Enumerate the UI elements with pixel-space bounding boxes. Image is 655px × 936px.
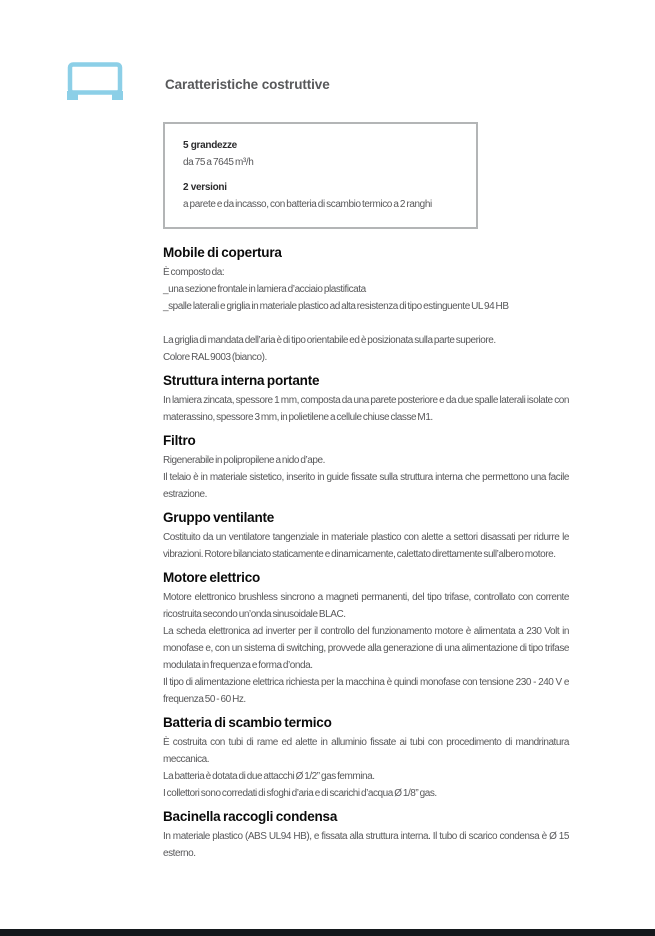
section-heading: Motore elettrico xyxy=(163,570,261,585)
body-line: Rigenerabile in polipropilene a nido d’ape. xyxy=(163,455,325,466)
footer-rule-bar xyxy=(0,929,655,936)
section-heading: Bacinella raccogli condensa xyxy=(163,809,338,824)
body-line: La griglia di mandata dell’aria è di tipo orientabile ed è posizionata sulla parte superiore. xyxy=(163,335,496,346)
section-heading: Batteria di scambio termico xyxy=(163,715,332,730)
body-line: I collettori sono corredati di sfoghi d’aria e di scarichi d’acqua Ø 1/8” gas. xyxy=(163,788,437,799)
section-bacinella-raccogli-condensa xyxy=(163,810,569,862)
section-mobile-di-copertura xyxy=(163,246,569,366)
body-line: _spalle laterali e griglia in materiale plastico ad alta resistenza di tipo estinguente UL 94 HB xyxy=(163,301,509,312)
console-unit-icon xyxy=(66,62,124,104)
section-struttura-interna-portante xyxy=(163,374,569,426)
section-filtro xyxy=(163,434,569,503)
body-paragraph: Il telaio è in materiale sistetico, inserito in guide fissate sulla struttura interna che permettono una facile estrazione. xyxy=(163,472,569,500)
section-batteria-di-scambio-termico xyxy=(163,716,569,802)
page-title: Caratteristiche costruttive xyxy=(165,77,330,92)
intro-item xyxy=(183,179,458,213)
body-line: È composto da: xyxy=(163,267,225,278)
section-heading: Gruppo ventilante xyxy=(163,510,275,525)
page-content xyxy=(163,246,569,862)
body-line: _una sezione frontale in lamiera d’acciaio plastificata xyxy=(163,284,366,295)
section-heading: Filtro xyxy=(163,433,196,448)
body-paragraph: È costruita con tubi di rame ed alette in alluminio fissate ai tubi con procedimento di mandrinatura meccanica. xyxy=(163,737,569,765)
intro-item xyxy=(183,137,458,171)
body-paragraph: Motore elettronico brushless sincrono a magneti permanenti, del tipo trifase, controllato con corrente ricostruita secondo un’onda sinusoidale BLAC. xyxy=(163,592,569,620)
body-paragraph: In materiale plastico (ABS UL94 HB), e fissata alla struttura interna. Il tubo di scarico condensa è Ø 15 esterno. xyxy=(163,831,569,859)
intro-item-detail: a parete e da incasso, con batteria di scambio termico a 2 ranghi xyxy=(183,199,432,210)
section-gruppo-ventilante xyxy=(163,511,569,563)
intro-box xyxy=(163,122,478,229)
body-paragraph: La scheda elettronica ad inverter per il controllo del funzionamento motore è alimentata a 230 Volt in monofase e, con un sistema di switching, provvede alla generazione di una alimentazione di tipo trifase modulata in frequenza e forma d’onda. xyxy=(163,626,569,671)
intro-item-label: 2 versioni xyxy=(183,182,227,193)
body-line: La batteria è dotata di due attacchi Ø 1/2” gas femmina. xyxy=(163,771,375,782)
section-heading: Struttura interna portante xyxy=(163,373,320,388)
body-line: Colore RAL 9003 (bianco). xyxy=(163,352,267,363)
body-paragraph: Il tipo di alimentazione elettrica richiesta per la macchina è quindi monofase con tensione 230 - 240 V e frequenza 50 - 60 Hz. xyxy=(163,677,569,705)
body-paragraph: In lamiera zincata, spessore 1 mm, composta da una parete posteriore e da due spalle laterali isolate con materassino, spessore 3 mm, in polietilene a cellule chiuse classe M1. xyxy=(163,395,569,423)
section-heading: Mobile di copertura xyxy=(163,245,282,260)
intro-item-label: 5 grandezze xyxy=(183,140,237,151)
body-paragraph: Costituito da un ventilatore tangenziale in materiale plastico con alette a settori disassati per ridurre le vibrazioni. Rotore bilanciato staticamente e dinamicamente, calettato direttamente sull’albero motore. xyxy=(163,532,569,560)
section-motore-elettrico xyxy=(163,571,569,708)
intro-item-detail: da 75 a 7645 m³/h xyxy=(183,157,254,168)
